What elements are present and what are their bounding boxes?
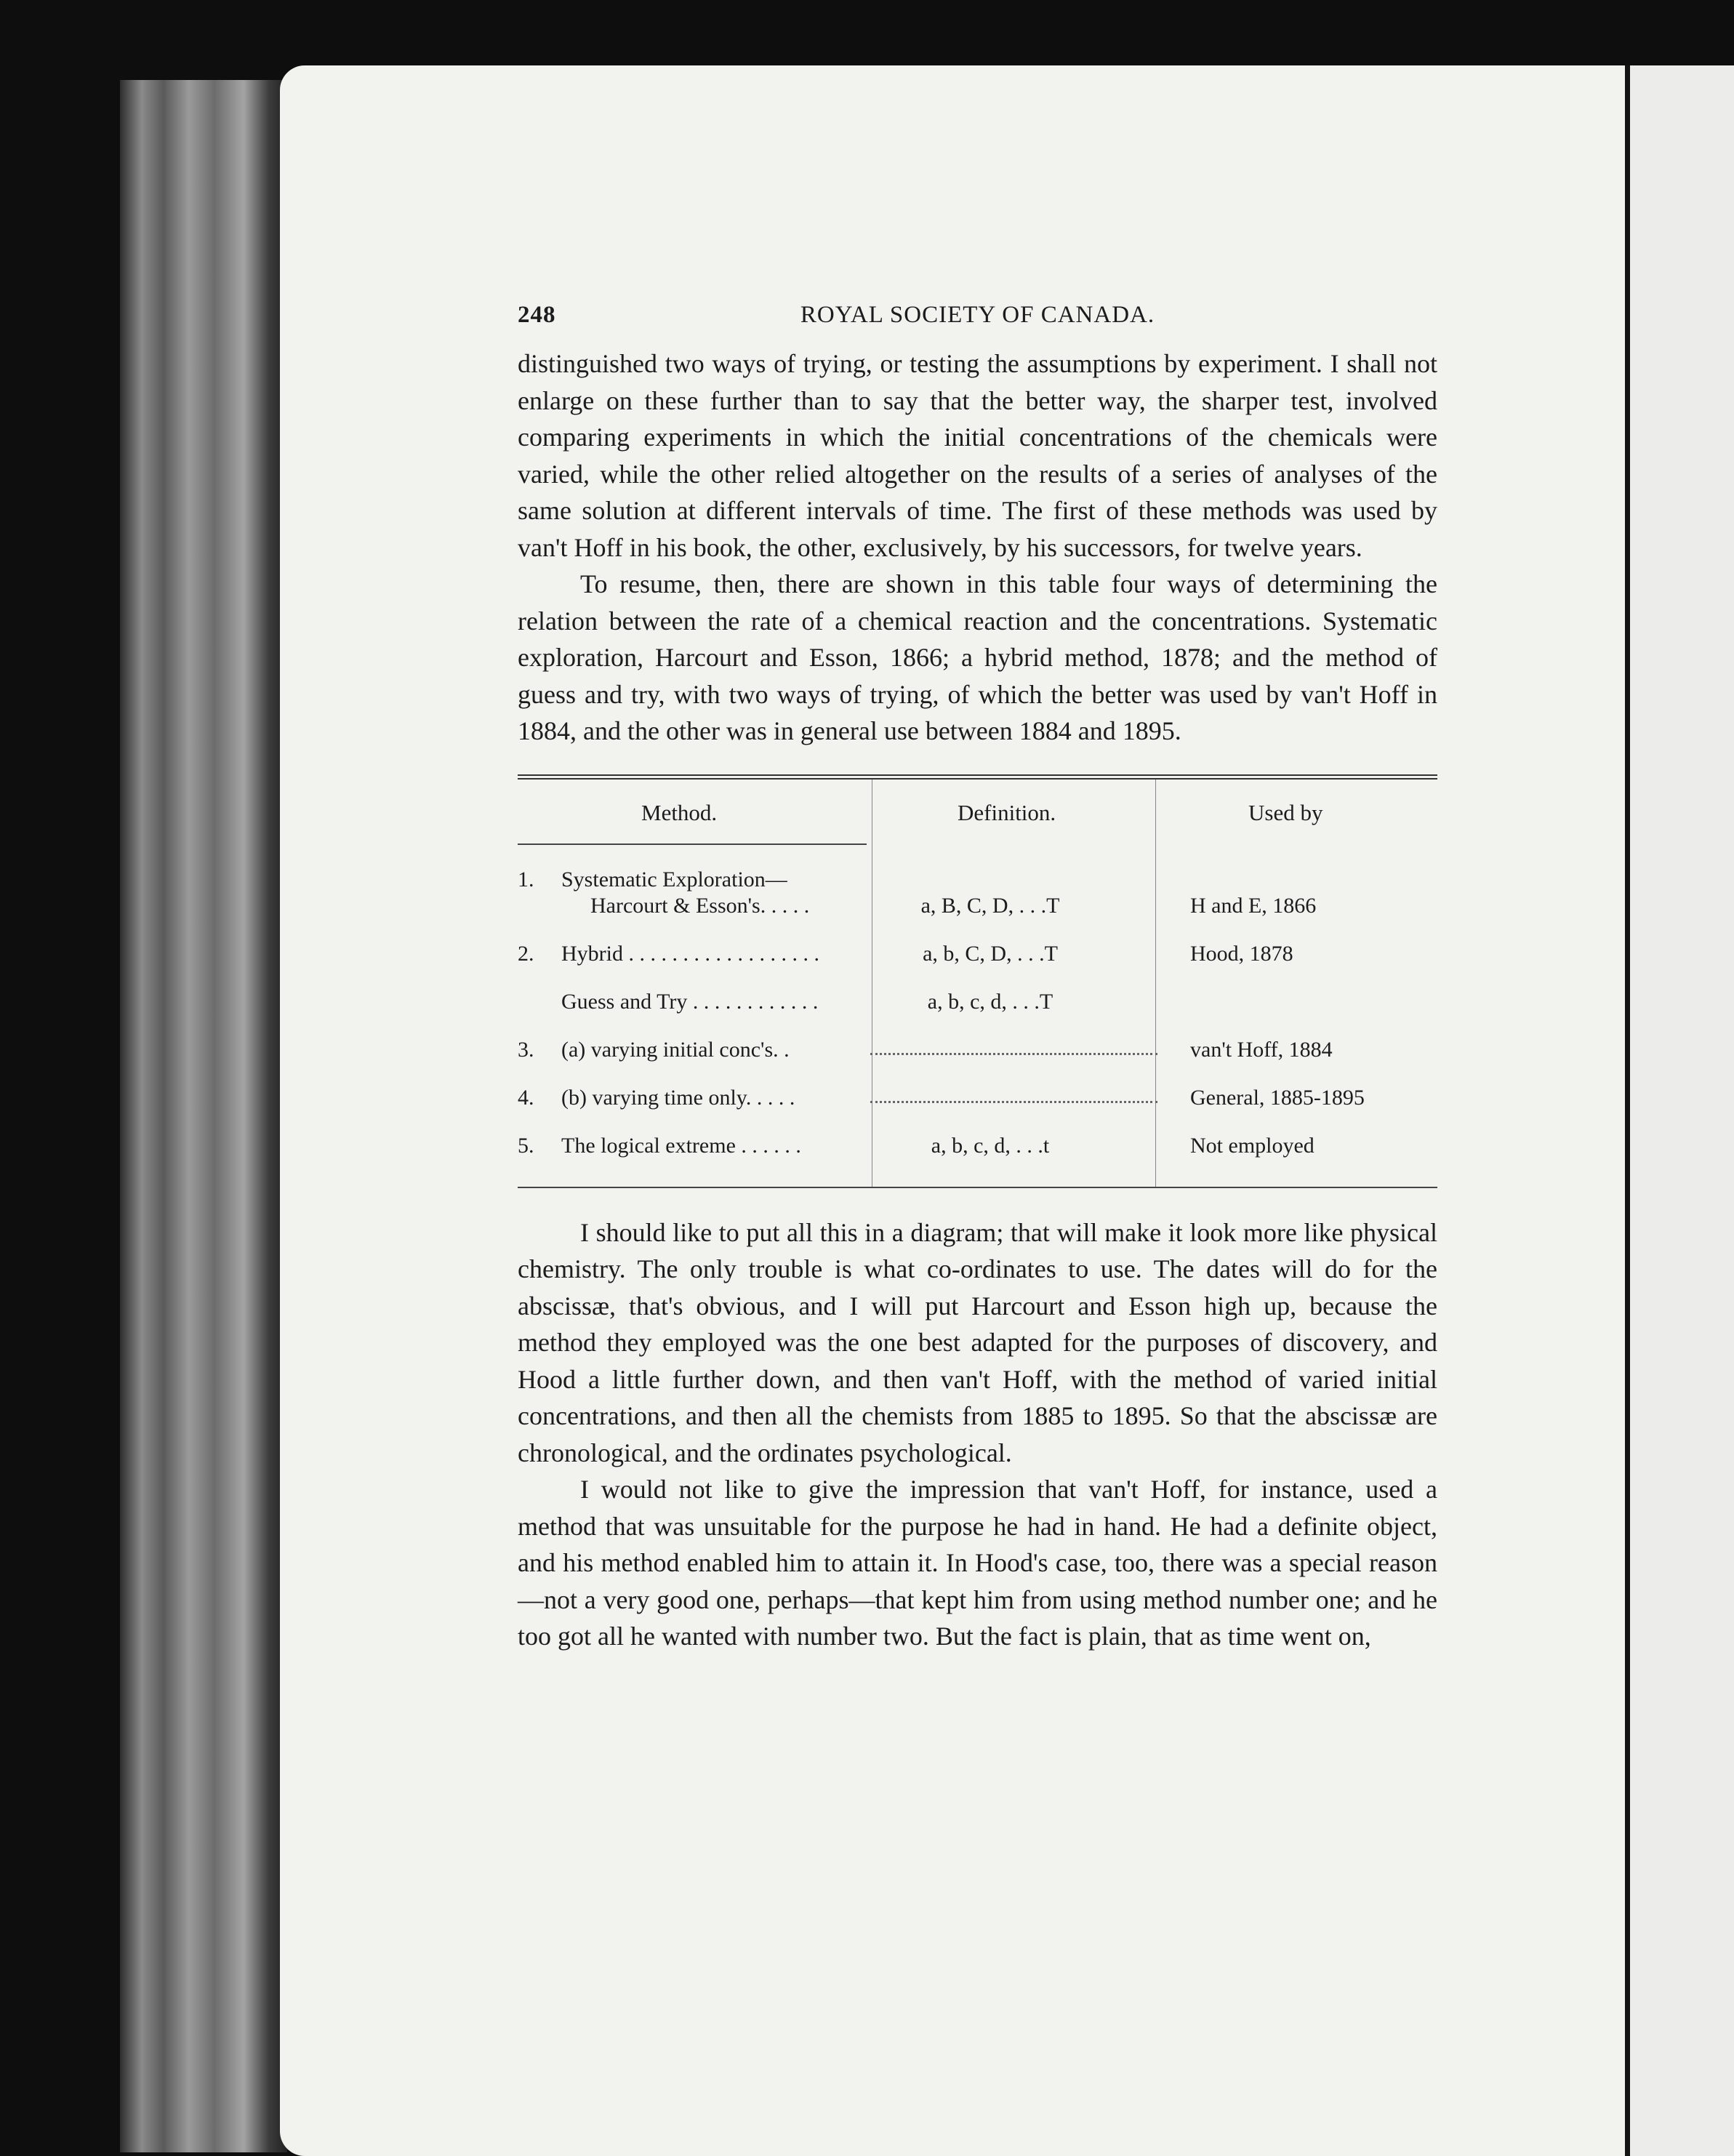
methods-table <box>518 774 1437 1188</box>
row-used-by: Hood, 1878 <box>1190 941 1293 966</box>
paragraph: I would not like to give the impression that van't Hoff, for instance, used a method that was unsuitable for the purpose he had in hand. He had a definite object, and his method enabled him to attain it. In Hood's case, too, there was a special reason—not a very good one, perhaps—that kept him from using method number one; and he too got all he wanted with number two. But the fact is plain, that as time went on, <box>518 1475 1437 1651</box>
paragraph: To resume, then, there are shown in this table four ways of determining the relation between the rate of a chemical reaction and the concentrations. Systematic exploration, Harcourt and Esson, 1866; a hybrid method, 1878; and the method of guess and try, with two ways of trying, of which the better was used by van't Hoff in 1884, and the other was in general use between 1884 and 1895. <box>518 569 1437 745</box>
row-definition: a, B, C, D, . . .T <box>920 893 1060 918</box>
dot-leader <box>870 1053 1157 1055</box>
row-method-line: Harcourt & Esson's. . . . . <box>590 893 810 918</box>
paragraph: I should like to put all this in a diagram; that will make it look more like physical chemistry. The only trouble is what co-ordinates to use. The dates will do for the abscissæ, that's obvious, and I will put Harcourt and Esson high up, because the method they employed was the one best adapted for the purposes of discovery, and Hood a little further down, and then van't Hoff, with the method of varied initial concentrations, and then all the chemists from 1885 to 1895. So that the abscissæ are chronological, and the ordinates psychological. <box>518 1217 1437 1467</box>
row-definition: a, b, C, D, . . .T <box>923 941 1058 966</box>
row-method <box>561 867 865 919</box>
page-number: 248 <box>518 302 556 328</box>
running-head <box>518 302 1437 345</box>
row-definition: a, b, c, d, . . .T <box>927 989 1053 1014</box>
facing-page-edge <box>1630 65 1734 2156</box>
row-method: (a) varying initial conc's. . <box>561 1037 790 1062</box>
row-number: 1. <box>518 867 534 891</box>
paragraph: distinguished two ways of trying, or testing the assumptions by experiment. I shall not enlarge on these further than to say that the better way, the sharper test, involved comparing experiments in which the initial concentrations of the chemicals were varied, while the other relied altogether on the results of a series of analyses of the same solution at different intervals of time. The first of these methods was used by van't Hoff in his book, the other, exclusively, by his successors, for twelve years. <box>518 349 1437 562</box>
column-header-used-by: Used by <box>1248 799 1323 825</box>
row-number: 3. <box>518 1037 534 1062</box>
row-method: (b) varying time only. . . . . <box>561 1085 795 1110</box>
row-method: The logical extreme . . . . . . <box>561 1133 801 1158</box>
table-bottom-rule <box>518 1187 1437 1188</box>
row-number: 5. <box>518 1133 534 1158</box>
row-definition: a, b, c, d, . . .t <box>931 1133 1050 1158</box>
row-method: Hybrid . . . . . . . . . . . . . . . . . . <box>561 941 819 966</box>
journal-title: ROYAL SOCIETY OF CANADA. <box>800 302 1155 328</box>
row-used-by: van't Hoff, 1884 <box>1190 1037 1333 1062</box>
row-method: Guess and Try . . . . . . . . . . . . <box>561 989 819 1014</box>
dot-leader <box>870 1101 1157 1103</box>
table-body <box>518 845 1437 1187</box>
row-used-by: General, 1885-1895 <box>1190 1085 1365 1110</box>
column-divider <box>1155 780 1156 845</box>
table-top-rule <box>518 774 1437 780</box>
book-page-edges <box>120 80 287 2152</box>
row-method-line: Systematic Exploration— <box>561 867 787 891</box>
row-number: 4. <box>518 1085 534 1110</box>
page-gutter <box>1625 65 1630 2156</box>
column-header-method: Method. <box>641 799 718 825</box>
row-number: 2. <box>518 941 534 966</box>
row-used-by: H and E, 1866 <box>1190 893 1317 918</box>
page-content <box>518 302 1437 1655</box>
column-divider <box>1155 845 1156 1187</box>
column-header-definition: Definition. <box>958 799 1056 825</box>
table-header <box>518 780 1437 845</box>
row-used-by: Not employed <box>1190 1133 1314 1158</box>
